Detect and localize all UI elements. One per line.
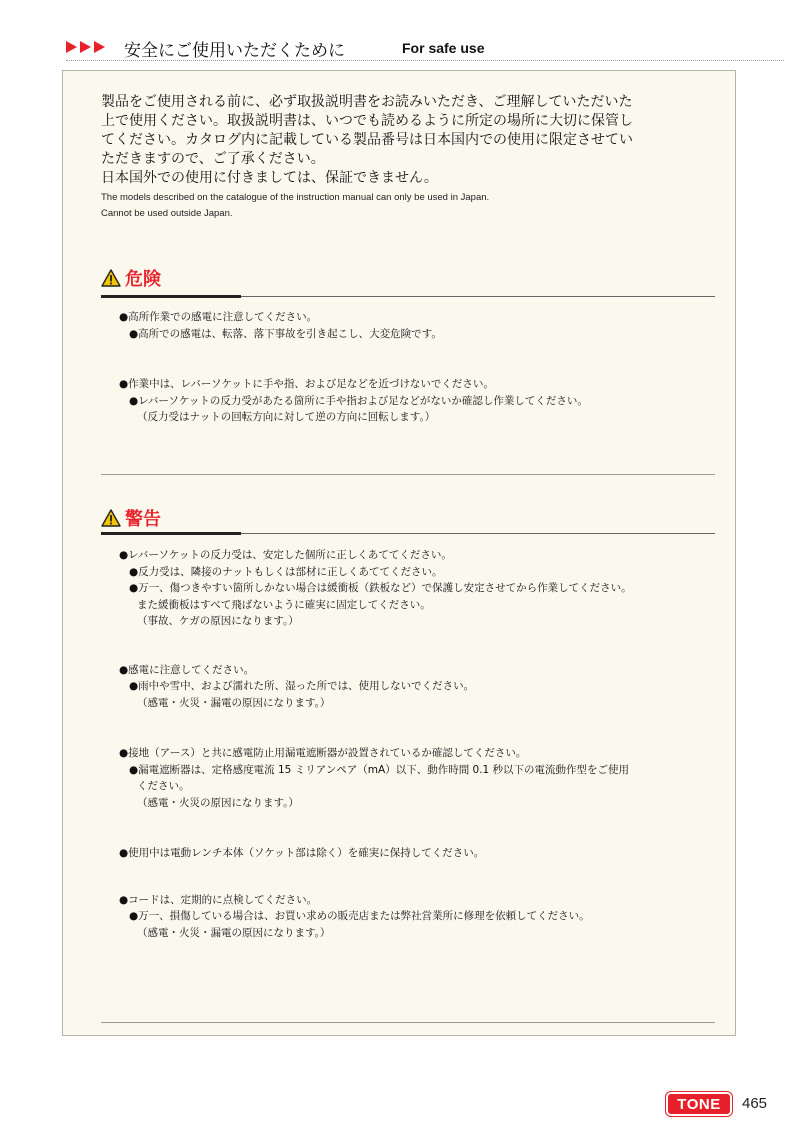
item-note: また緩衝板はすべて飛ばないように確実に固定してください。: [137, 598, 431, 611]
page-title-en: For safe use: [402, 40, 485, 56]
logo-text: TONE: [677, 1095, 721, 1113]
warning-triangle-icon: [101, 269, 121, 287]
item-note: （感電・火災・漏電の原因になります。）: [137, 696, 331, 709]
intro-en-line: Cannot be used outside Japan.: [101, 208, 233, 219]
intro-block: [101, 93, 721, 222]
intro-jp-line: 上で使用ください。取扱説明書は、いつでも読めるように所定の場所に大切に保管し: [101, 113, 633, 129]
item-sub: ●レバーソケットの反力受があたる箇所に手や指および足などがないか確認し作業してください。: [129, 394, 588, 407]
list-item: [119, 845, 709, 862]
danger-label: 危険: [125, 269, 161, 290]
item-note: ください。: [137, 780, 190, 792]
warning-triangle-icon: [101, 509, 121, 527]
warning-items: [119, 547, 709, 975]
warning-label: 警告: [125, 509, 161, 530]
list-item: [119, 892, 709, 942]
item-sub: ●雨中や雪中、および濡れた所、湿った所では、使用しないでください。: [129, 680, 475, 692]
header-divider: [66, 60, 784, 61]
page-number: 465: [742, 1095, 768, 1112]
item-main: ●感電に注意してください。: [119, 663, 255, 676]
section-divider: [101, 1022, 715, 1023]
item-main: ●作業中は、レバーソケットに手や指、および足などを近づけないでください。: [119, 378, 494, 390]
list-item: [119, 745, 709, 811]
intro-jp-line: ただきますので、ご了承ください。: [101, 151, 325, 167]
item-note: （感電・火災・漏電の原因になります。）: [137, 926, 331, 939]
item-note: （事故、ケガの原因になります。）: [137, 615, 299, 627]
item-sub: ●反力受は、隣接のナットもしくは部材に正しくあててください。: [129, 565, 443, 578]
item-main: ●接地（アース）と共に感電防止用漏電遮断器が設置されているか確認してください。: [119, 747, 527, 759]
list-item: [119, 547, 709, 630]
section-divider: [101, 474, 715, 475]
safety-panel: [62, 70, 736, 1036]
list-item: [119, 662, 709, 712]
item-main: ●レバーソケットの反力受は、安定した個所に正しくあててください。: [119, 549, 452, 561]
item-note: （感電・火災の原因になります。）: [137, 796, 299, 809]
danger-section-title: [101, 265, 161, 291]
list-item: [119, 309, 709, 342]
item-sub: ●高所での感電は、転落、落下事故を引き起こし、大変危険です。: [129, 327, 442, 340]
item-main: ●使用中は電動レンチ本体（ソケット部は除く）を確実に保持してください。: [119, 847, 485, 859]
tone-logo: [666, 1092, 732, 1116]
list-item: [119, 376, 709, 426]
item-main: ●コードは、定期的に点検してください。: [119, 893, 318, 906]
danger-items: [119, 309, 709, 460]
intro-en-line: The models described on the catalogue of the instruction manual can only be used in Japan.: [101, 192, 490, 203]
triple-arrow-icon: [66, 41, 105, 53]
intro-jp-line: 製品をご使用される前に、必ず取扱説明書をお読みいただき、ご理解していただいた: [101, 94, 633, 110]
page-header: [66, 36, 784, 62]
warning-rule: [101, 532, 715, 536]
warning-section-title: [101, 505, 161, 531]
item-sub: ●万一、損傷している場合は、お買い求めの販売店または弊社営業所に修理を依頼してください。: [129, 910, 590, 922]
intro-jp-line: 日本国外での使用に付きましては、保証できません。: [101, 170, 438, 186]
page-title-jp: 安全にご使用いただくために: [124, 41, 345, 61]
item-sub: ●万一、傷つきやすい箇所しかない場合は緩衝板（鉄板など）で保護し安定させてから作業してください。: [129, 582, 632, 594]
intro-jp-line: てください。カタログ内に記載している製品番号は日本国内での使用に限定させてい: [101, 132, 633, 148]
item-sub: ●漏電遮断器は、定格感度電流 15 ミリアンペア（mA）以下、動作時間 0.1 秒以下の電流動作型をご使用: [129, 763, 630, 776]
danger-rule: [101, 295, 715, 299]
item-note: （反力受はナットの回転方向に対して逆の方向に回転します。）: [137, 411, 436, 423]
item-main: ●高所作業での感電に注意してください。: [119, 311, 318, 323]
